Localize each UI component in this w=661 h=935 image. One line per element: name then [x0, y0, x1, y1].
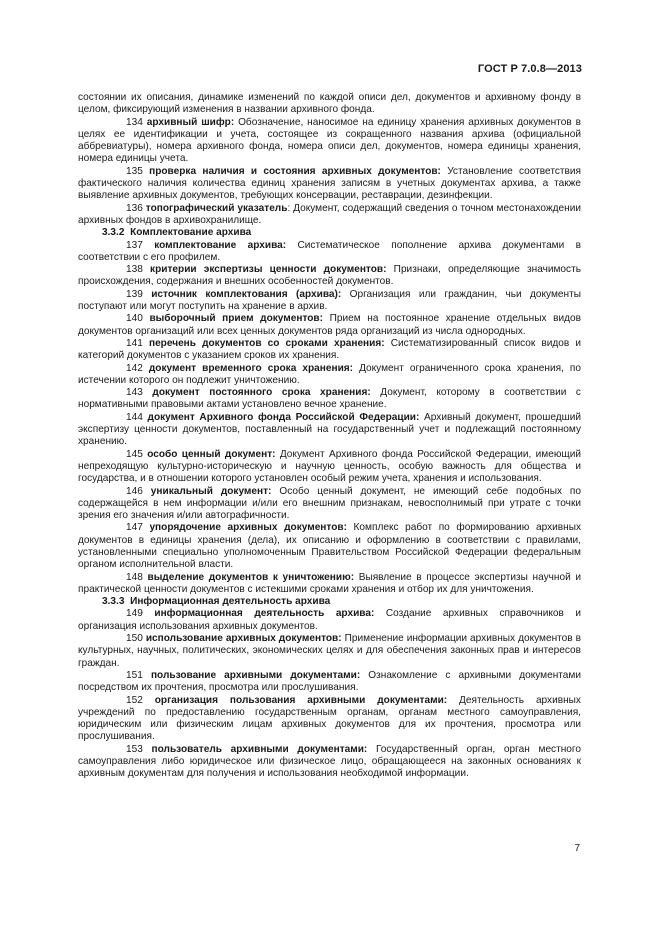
term-definition: Выявление в процессе экспертизы научной и практической ценности документов с истекшими сроками хранения и отбор их для уничтожения.: [78, 571, 581, 595]
term-name: выделение документов к уничтожению:: [147, 571, 355, 583]
definition-135: [78, 166, 581, 203]
term-name: комплектование архива:: [154, 239, 287, 251]
term-name: информационная деятельность архива:: [154, 608, 375, 620]
term-name: выборочный прием документов:: [149, 313, 323, 325]
term-definition: Организация или гражданин, чьи документы поступают или могут поступить на хранение в архив.: [78, 288, 581, 313]
term-number: 150: [126, 633, 143, 645]
term-number: 138: [126, 264, 143, 276]
definition-141: [78, 338, 581, 363]
definition-142: [78, 363, 581, 388]
term-definition: Создание архивных справочников и организация использования архивных документов.: [78, 608, 582, 632]
definition-148: [78, 572, 581, 597]
definition-151: [78, 670, 581, 695]
definition-144: [78, 412, 581, 449]
term-name: критерии экспертизы ценности документов:: [150, 264, 387, 276]
definition-147: [78, 522, 581, 571]
term-definition: Систематизированный список видов и категорий документов с указанием сроков их хранения.: [78, 337, 582, 362]
term-definition: : Документ, содержащий сведения о точном местонахождении архивных фондов в архивохранилище.: [78, 202, 581, 226]
term-name: документ постоянного срока хранения:: [152, 387, 371, 399]
term-name: особо ценный документ:: [147, 448, 276, 460]
paragraph-continued: [78, 92, 581, 117]
document-body: [78, 92, 581, 781]
term-definition: Ознакомление с архивными документами посредством их прочтения, просмотра или прослушивания.: [78, 669, 581, 694]
term-name: пользование архивными документами:: [150, 669, 361, 681]
definition-134: [78, 117, 581, 166]
section-title: Комплектование архива: [130, 227, 252, 239]
section-title: Информационная деятельность архива: [130, 596, 331, 608]
term-definition: Обозначение, наносимое на единицу хранения архивных документов в целях ее идентификации и учета, состоящее из сокращенного названия архива (официальной аббревиатуры), номера архивного фонда, номера описи дел, документов, номера единицы хранения, номера единицы учета.: [78, 116, 581, 165]
term-number: 148: [126, 571, 143, 583]
term-number: 135: [126, 165, 143, 177]
term-name: документ Архивного фонда Российской Федерации:: [147, 411, 420, 423]
section-number: 3.3.2: [102, 227, 125, 239]
paragraph-text: состоянии их описания, динамике изменений по каждой описи дел, документов и архивному фонду в целом, фиксирующий изменения в названии архивного фонда.: [78, 92, 581, 116]
document-code-header: ГОСТ Р 7.0.8—2013: [477, 63, 582, 75]
term-definition: Документ ограниченного срока хранения, по истечении которого он подлежит уничтожению.: [78, 362, 581, 386]
term-name: архивный шифр:: [146, 116, 235, 128]
definition-138: [78, 264, 581, 289]
term-definition: Признаки, определяющие значимость происхождения, содержания и внешних особенностей документов.: [78, 264, 581, 288]
term-number: 136: [126, 202, 143, 214]
definition-143: [78, 387, 581, 412]
section-number: 3.3.3: [102, 596, 125, 608]
section-heading-3-3-2: [78, 227, 581, 239]
term-number: 137: [126, 239, 143, 251]
definition-146: [78, 486, 581, 523]
term-definition: Деятельность архивных учреждений по предоставлению государственным органам, органам местного самоуправления, юридическим или физическим лицам архивных документов для их прочтения, просмотра или прослушивания.: [78, 694, 581, 743]
term-definition: Систематическое пополнение архива документами в соответствии с его профилем.: [78, 239, 581, 263]
term-name: документ временного срока хранения:: [148, 362, 354, 374]
term-number: 141: [126, 337, 143, 349]
term-name: топографический указатель: [145, 202, 288, 214]
definition-145: [78, 449, 581, 486]
definition-140: [78, 313, 581, 338]
term-number: 134: [126, 116, 143, 128]
term-definition: Государственный орган, орган местного самоуправления либо юридическое или физическое лицо, обращающееся на законных основаниях к архивным документам для получения и использования необходимой информации.: [78, 743, 581, 780]
term-name: источник комплектования (архива):: [151, 288, 342, 300]
definition-149: [78, 608, 581, 633]
term-number: 140: [126, 313, 143, 325]
definition-152: [78, 695, 581, 744]
term-number: 142: [126, 362, 143, 374]
term-number: 139: [126, 288, 143, 300]
term-name: проверка наличия и состояния архивных документов:: [149, 165, 441, 177]
term-number: 152: [126, 694, 143, 706]
term-name: организация пользования архивными документами:: [154, 694, 448, 706]
term-definition: Документ, которому в соответствии с нормативными правовыми актами установлено вечное хранение.: [78, 387, 581, 411]
term-definition: Архивный документ, прошедший экспертизу ценности документов, поставленный на государственный учет и подлежащий постоянному хранению.: [78, 411, 581, 448]
definition-137: [78, 240, 581, 265]
term-name: упорядочение архивных документов:: [149, 522, 347, 534]
term-name: пользователь архивными документами:: [151, 743, 368, 755]
definition-139: [78, 289, 581, 314]
term-definition: Особо ценный документ, не имеющий себе подобных по содержащейся в нем информации и/или его внешним признакам, невосполнимый при утрате с точки зрения его значения и/или автографичности.: [78, 485, 582, 522]
term-name: уникальный документ:: [150, 485, 272, 497]
term-number: 146: [126, 485, 143, 497]
term-name: использование архивных документов:: [145, 633, 342, 645]
term-definition: Комплекс работ по формированию архивных документов в единицы хранения (дела), их описанию и оформлению в соответствии с правилами, установленными специально уполномоченным Правительством Российской Федерации федеральным органом исполнительной власти.: [78, 522, 581, 571]
term-definition: Прием на постоянное хранение отдельных видов документов организаций или всех ценных документов ряда организаций из числа однородных.: [78, 313, 581, 337]
term-name: перечень документов со сроками хранения:: [148, 337, 385, 349]
term-definition: Применение информации архивных документов в культурных, научных, политических, экономических целях и для обеспечения законных прав и интересов граждан.: [78, 633, 581, 669]
definition-153: [78, 744, 581, 781]
term-number: 149: [126, 608, 143, 620]
term-definition: Установление соответствия фактического наличия количества единиц хранения записям в учетных документах архива, а также выявление архивных документов, требующих консервации, реставрации, дезинфекции.: [78, 165, 581, 202]
section-heading-3-3-3: [78, 596, 581, 608]
term-number: 143: [126, 387, 143, 399]
term-number: 153: [126, 743, 143, 755]
term-number: 151: [126, 669, 143, 681]
page-number: 7: [574, 843, 580, 854]
definition-150: [78, 633, 581, 670]
term-number: 147: [126, 522, 143, 534]
term-number: 144: [126, 411, 143, 423]
term-number: 145: [126, 448, 143, 460]
definition-136: [78, 203, 581, 228]
term-definition: Документ Архивного фонда Российской Федерации, имеющий непреходящую культурно-историческую и научную ценность, особую важность для общества и государства, и в отношении которого установлен особый режим учета, хранения и использования.: [78, 448, 581, 485]
